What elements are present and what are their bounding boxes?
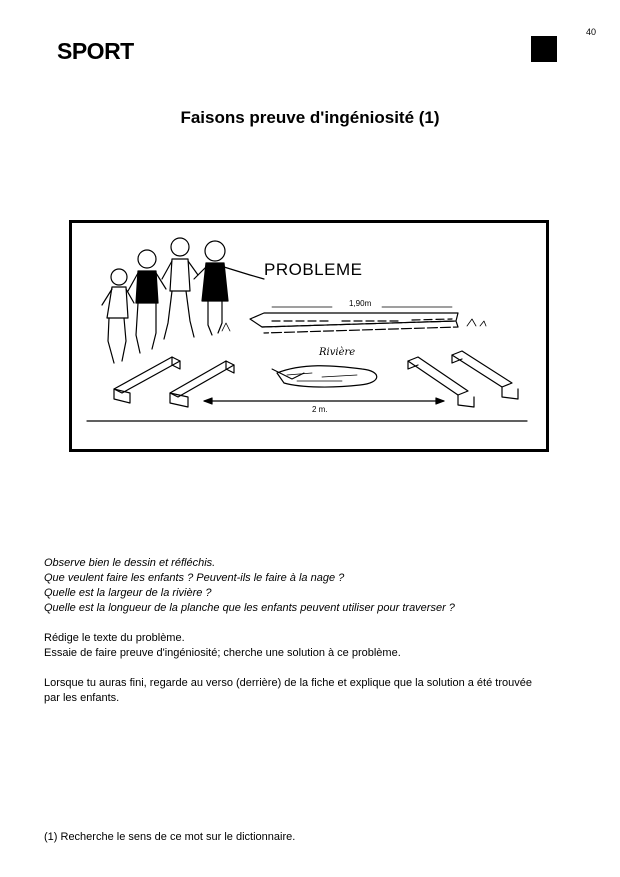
closing-block: [44, 676, 584, 706]
illustration-drawing: [72, 223, 546, 449]
question-line: Que veulent faire les enfants ? Peuvent-ils le faire à la nage ?: [44, 572, 345, 584]
closing-line: par les enfants.: [44, 692, 120, 704]
question-line: Quelle est la largeur de la rivière ?: [44, 587, 212, 599]
question-line: Observe bien le dessin et réfléchis.: [44, 557, 216, 569]
footnote: (1) Recherche le sens de ce mot sur le dictionnaire.: [44, 831, 296, 843]
child-figure-3: [162, 238, 198, 339]
question-line: Quelle est la longueur de la planche que les enfants peuvent utiliser pour traverser ?: [44, 602, 455, 614]
instruction-line: Essaie de faire preuve d'ingéniosité; cherche une solution à ce problème.: [44, 647, 401, 659]
problem-label: PROBLEME: [264, 260, 363, 279]
sheet-title: Faisons preuve d'ingéniosité (1): [180, 108, 440, 127]
questions-block: [44, 556, 584, 616]
page-number: 40: [586, 27, 597, 37]
river-label: Rivière: [319, 347, 356, 358]
instruction-line: Rédige le texte du problème.: [44, 632, 185, 644]
width-label: 2 m.: [312, 405, 328, 414]
width-arrow: [204, 398, 444, 404]
far-plank: [250, 313, 458, 333]
problem-illustration: [69, 220, 549, 452]
child-figure-1: [102, 269, 134, 363]
section-title: SPORT: [57, 38, 134, 64]
bench-right-2: [452, 351, 518, 399]
instructions-block: [44, 631, 584, 661]
closing-line: Lorsque tu auras fini, regarde au verso (derrière) de la fiche et explique que la solution a été trouvée: [44, 677, 532, 689]
section-marker: [531, 36, 557, 62]
plank-length-label: 1,90m: [349, 299, 372, 308]
river-sketch: [272, 366, 377, 387]
